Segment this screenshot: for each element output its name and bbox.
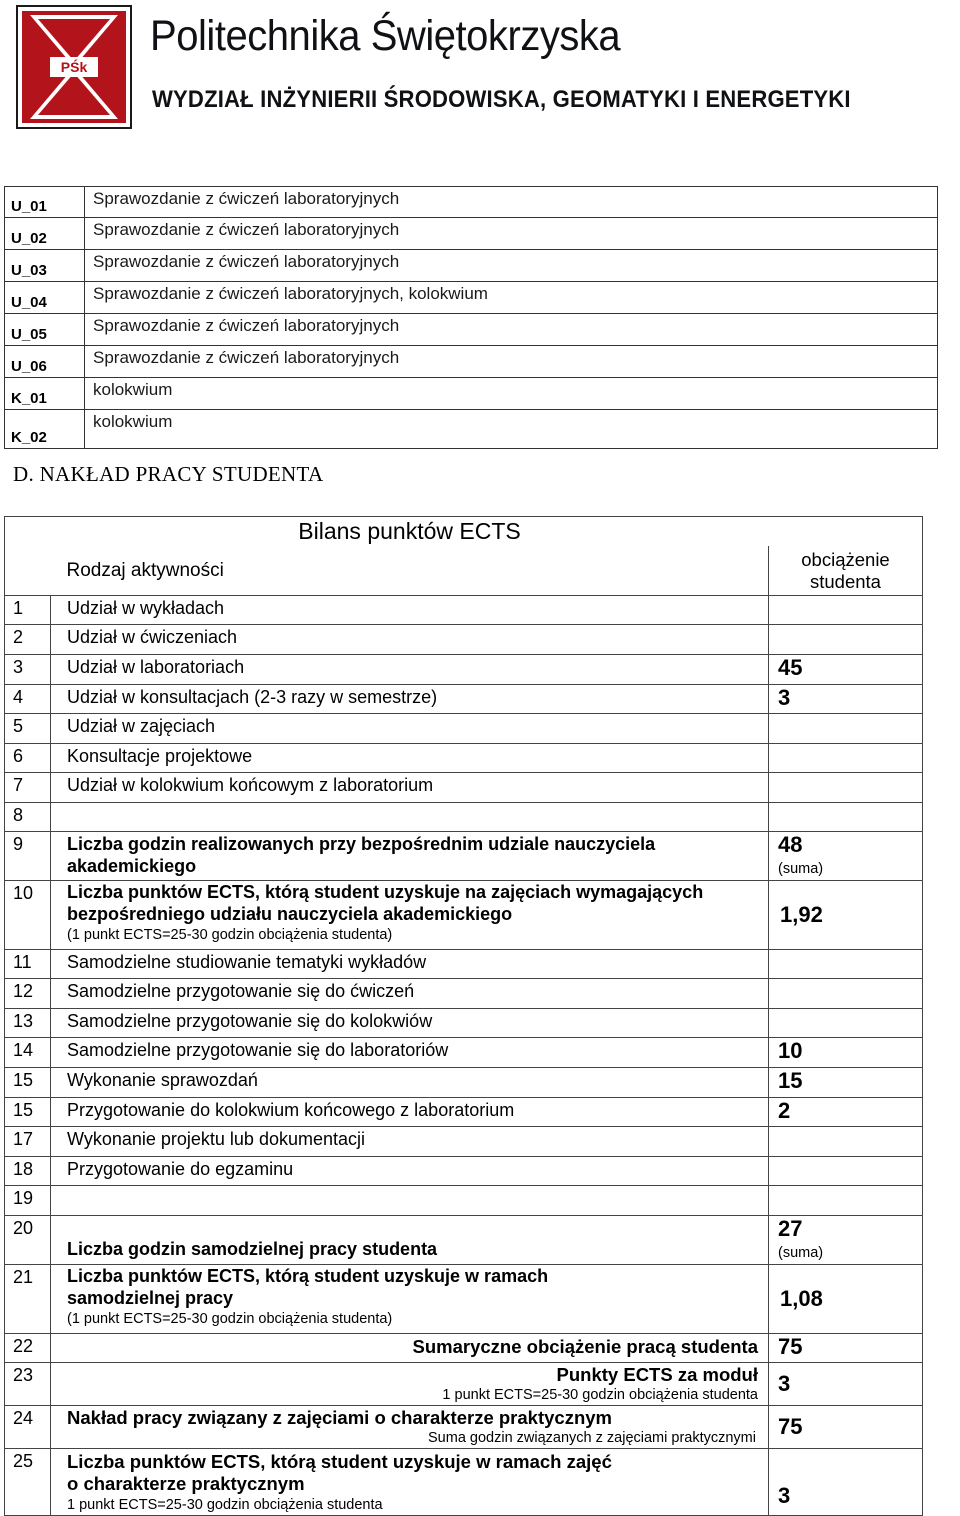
institution-name: Politechnika Świętokrzyska xyxy=(150,12,621,60)
ects-title: Bilans punktów ECTS xyxy=(51,517,769,547)
table-row xyxy=(5,655,923,685)
table-row xyxy=(5,346,938,378)
load-value xyxy=(769,979,923,1009)
row-number: 5 xyxy=(5,714,51,744)
load-value: 48 xyxy=(778,832,803,857)
row-number: 13 xyxy=(5,1009,51,1038)
row-number: 11 xyxy=(5,950,51,979)
load-value xyxy=(769,596,923,625)
assessment-method: kolokwium xyxy=(85,378,938,410)
table-row xyxy=(5,1334,923,1363)
ects-header-row xyxy=(5,546,923,596)
activity-label: Udział w laboratoriach xyxy=(51,655,769,685)
load-value: 75 xyxy=(769,1334,923,1363)
table-row xyxy=(5,282,938,314)
row-number: 1 xyxy=(5,596,51,625)
load-value xyxy=(769,1127,923,1157)
table-row xyxy=(5,625,923,655)
department-name: WYDZIAŁ INŻYNIERII ŚRODOWISKA, GEOMATYKI I ENERGETYKI xyxy=(152,86,851,113)
activity-label: Udział w wykładach xyxy=(51,596,769,625)
table-row xyxy=(5,1127,923,1157)
activity-label: Liczba godzin samodzielnej pracy studenta xyxy=(51,1216,769,1265)
row-number: 25 xyxy=(5,1449,51,1516)
assessment-method: Sprawozdanie z ćwiczeń laboratoryjnych, kolokwium xyxy=(85,282,938,314)
table-row xyxy=(5,773,923,803)
row-number: 10 xyxy=(5,881,51,950)
row-number: 3 xyxy=(5,655,51,685)
table-row xyxy=(5,744,923,773)
row-number: 23 xyxy=(5,1363,51,1406)
assessment-method: kolokwium xyxy=(85,410,938,449)
activity-label: Przygotowanie do egzaminu xyxy=(51,1157,769,1186)
activity-note: Suma godzin związanych z zajęciami praktycznymi xyxy=(428,1430,756,1446)
row-number: 14 xyxy=(5,1038,51,1068)
row-number: 2 xyxy=(5,625,51,655)
load-value xyxy=(769,950,923,979)
effect-code: K_01 xyxy=(5,378,85,410)
load-value xyxy=(769,744,923,773)
assessment-method: Sprawozdanie z ćwiczeń laboratoryjnych xyxy=(85,218,938,250)
table-row xyxy=(5,250,938,282)
load-value: 15 xyxy=(769,1068,923,1098)
table-row xyxy=(5,714,923,744)
table-row xyxy=(5,1157,923,1186)
row-number: 21 xyxy=(5,1265,51,1334)
row-number: 17 xyxy=(5,1127,51,1157)
row-number: 18 xyxy=(5,1157,51,1186)
effect-code: U_03 xyxy=(5,250,85,282)
activity-label: Przygotowanie do kolokwium końcowego z laboratorium xyxy=(51,1098,769,1127)
table-row xyxy=(5,1038,923,1068)
table-row xyxy=(5,803,923,832)
activity-header: Rodzaj aktywności xyxy=(51,546,769,596)
assessment-method: Sprawozdanie z ćwiczeń laboratoryjnych xyxy=(85,250,938,282)
activity-note: (1 punkt ECTS=25-30 godzin obciążenia studenta) xyxy=(67,927,393,943)
load-value: 1,92 xyxy=(769,881,923,950)
activity-label xyxy=(51,803,769,832)
activity-label: Liczba punktów ECTS, którą student uzyskuje w ramach zajęć o charakterze praktycznym xyxy=(67,1451,612,1494)
load-value: 10 xyxy=(769,1038,923,1068)
effect-code: U_06 xyxy=(5,346,85,378)
load-value xyxy=(769,714,923,744)
university-logo xyxy=(16,5,132,129)
logo-text: PŚk xyxy=(60,59,88,75)
load-value: 3 xyxy=(769,1449,923,1516)
row-number: 22 xyxy=(5,1334,51,1363)
row-number: 8 xyxy=(5,803,51,832)
activity-label: Udział w ćwiczeniach xyxy=(51,625,769,655)
table-row xyxy=(5,187,938,218)
table-row xyxy=(5,1363,923,1406)
row-number: 12 xyxy=(5,979,51,1009)
ects-table xyxy=(4,516,923,1516)
activity-label: Udział w konsultacjach (2-3 razy w semestrze) xyxy=(51,685,769,714)
row-number: 15 xyxy=(5,1068,51,1098)
row-number: 7 xyxy=(5,773,51,803)
load-note: (suma) xyxy=(778,1245,824,1261)
table-row xyxy=(5,1186,923,1216)
activity-label: Samodzielne przygotowanie się do laboratoriów xyxy=(51,1038,769,1068)
load-header: obciążenie studenta xyxy=(769,546,923,596)
table-row xyxy=(5,314,938,346)
load-note: (suma) xyxy=(778,861,824,877)
table-row xyxy=(5,1068,923,1098)
table-row xyxy=(5,1265,923,1334)
table-row xyxy=(5,218,938,250)
load-value xyxy=(769,803,923,832)
assessment-table xyxy=(4,186,938,449)
table-row xyxy=(5,832,923,881)
row-number: 4 xyxy=(5,685,51,714)
row-number: 15 xyxy=(5,1098,51,1127)
activity-label: Liczba godzin realizowanych przy bezpośrednim udziale nauczyciela akademickiego xyxy=(51,832,769,881)
table-row xyxy=(5,410,938,449)
activity-label: Samodzielne studiowanie tematyki wykładów xyxy=(51,950,769,979)
row-number: 9 xyxy=(5,832,51,881)
load-value xyxy=(769,1157,923,1186)
load-value: 3 xyxy=(769,685,923,714)
load-value: 45 xyxy=(769,655,923,685)
effect-code: K_02 xyxy=(5,410,85,449)
effect-code: U_01 xyxy=(5,187,85,218)
activity-note: 1 punkt ECTS=25-30 godzin obciążenia studenta xyxy=(442,1387,758,1403)
activity-label: Udział w zajęciach xyxy=(51,714,769,744)
row-number: 20 xyxy=(5,1216,51,1265)
table-row xyxy=(5,950,923,979)
table-row xyxy=(5,1449,923,1516)
activity-label: Samodzielne przygotowanie się do ćwiczeń xyxy=(51,979,769,1009)
effect-code: U_04 xyxy=(5,282,85,314)
effect-code: U_05 xyxy=(5,314,85,346)
assessment-method: Sprawozdanie z ćwiczeń laboratoryjnych xyxy=(85,187,938,218)
activity-label: Nakład pracy związany z zajęciami o charakterze praktycznym xyxy=(67,1407,612,1428)
activity-label: Wykonanie sprawozdań xyxy=(51,1068,769,1098)
effect-code: U_02 xyxy=(5,218,85,250)
row-number: 6 xyxy=(5,744,51,773)
activity-label: Udział w kolokwium końcowym z laboratorium xyxy=(51,773,769,803)
activity-label: Liczba punktów ECTS, którą student uzyskuje w ramach samodzielnej pracy xyxy=(67,1266,549,1308)
load-value: 3 xyxy=(769,1363,923,1406)
activity-note: 1 punkt ECTS=25-30 godzin obciążenia studenta xyxy=(67,1497,383,1513)
table-row xyxy=(5,1406,923,1449)
load-value xyxy=(769,1009,923,1038)
load-value xyxy=(769,1186,923,1216)
section-title: D. NAKŁAD PRACY STUDENTA xyxy=(13,462,324,486)
load-value xyxy=(769,773,923,803)
table-row xyxy=(5,1009,923,1038)
activity-label: Samodzielne przygotowanie się do kolokwiów xyxy=(51,1009,769,1038)
load-value xyxy=(769,625,923,655)
load-value: 2 xyxy=(769,1098,923,1127)
activity-label: Liczba punktów ECTS, którą student uzyskuje na zajęciach wymagających bezpośredniego udziału nauczyciela akademickiego xyxy=(67,882,704,924)
activity-label: Sumaryczne obciążenie pracą studenta xyxy=(51,1334,769,1363)
assessment-method: Sprawozdanie z ćwiczeń laboratoryjnych xyxy=(85,314,938,346)
table-row xyxy=(5,1216,923,1265)
activity-label: Wykonanie projektu lub dokumentacji xyxy=(51,1127,769,1157)
table-row xyxy=(5,378,938,410)
row-number: 19 xyxy=(5,1186,51,1216)
activity-label: Punkty ECTS za moduł xyxy=(556,1364,758,1385)
load-value: 1,08 xyxy=(769,1265,923,1334)
load-value: 27 xyxy=(778,1216,803,1241)
activity-label: Konsultacje projektowe xyxy=(51,744,769,773)
load-value: 75 xyxy=(769,1406,923,1449)
assessment-method: Sprawozdanie z ćwiczeń laboratoryjnych xyxy=(85,346,938,378)
table-row xyxy=(5,979,923,1009)
table-row xyxy=(5,1098,923,1127)
row-number: 24 xyxy=(5,1406,51,1449)
table-row xyxy=(5,881,923,950)
table-row xyxy=(5,685,923,714)
activity-note: (1 punkt ECTS=25-30 godzin obciążenia studenta) xyxy=(67,1311,393,1327)
table-row xyxy=(5,596,923,625)
ects-title-row xyxy=(5,517,923,547)
activity-label xyxy=(51,1186,769,1216)
